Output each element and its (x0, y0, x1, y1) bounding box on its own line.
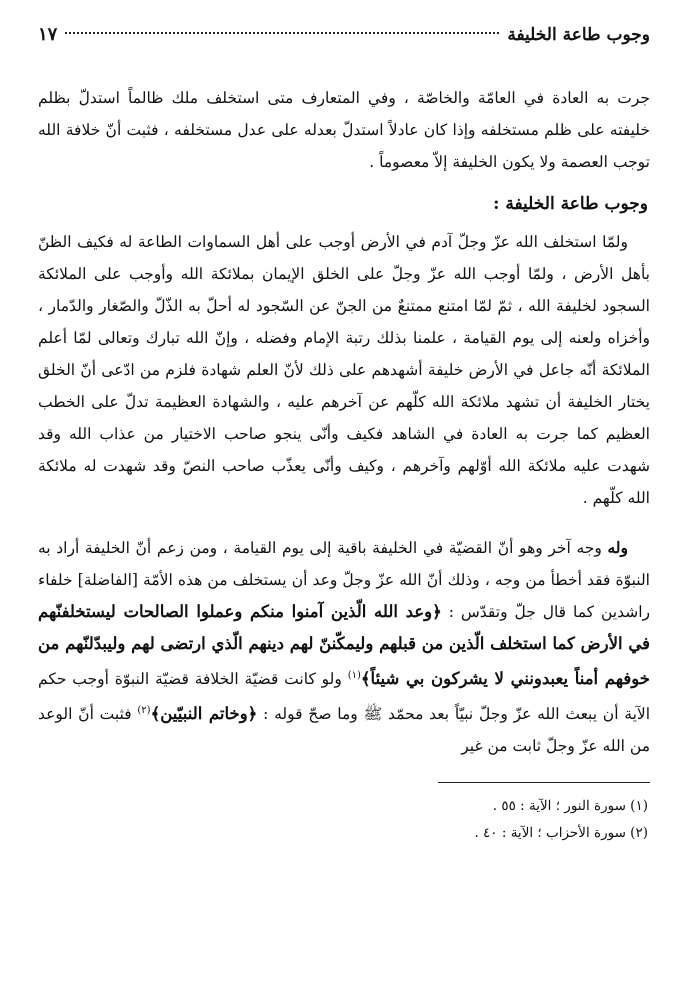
paragraph-3-text-1: وجه آخر وهو أنّ القضيّة في الخليفة باقية إلى يوم القيامة ، ومن زعم أنّ الخليفة أراد به النبوّة فقد أخطأ من وجه ، وذلك أنّ الله عزّ وجلّ وعد أن يستخلف من هذه الأمّة [الفاضلة] خلفاء راشدين كما قال جلّ وتقدّس : (38, 539, 650, 621)
quran-verse-1: ﴿وعد الله الّذين آمنوا منكم وعملوا الصالحات ليستخلفنّهم في الأرض كما استخلف الّذين من قبلهم وليمكّننّ لهم دينهم الّذي ارتضى لهم وليبدّلنّهم من خوفهم أمناً يعبدونني لا يشركون بي شيئاً﴾ (38, 602, 650, 689)
section-heading: وجوب طاعة الخليفة : (493, 194, 648, 214)
paragraph-3-lead: وله (607, 538, 628, 557)
paragraph-1: جرت به العادة في العامّة والخاصّة ، وفي المتعارف متى استخلف ملك ظالماً استدلّ بظلم خليفته على ظلم مستخلفه وإذا كان عادلاً استدلّ بعدله على عدل مستخلفه ، فثبت أنّ خلافة الله توجب العصمة ولا يكون الخليفة إلاّ معصوماً . (38, 89, 650, 171)
footnote-1: (١) سورة النور ؛ الآية : ٥٥ . (492, 798, 648, 815)
running-header (38, 18, 650, 52)
footnote-2: (٢) سورة الأحزاب ؛ الآية : ٤٠ . (474, 825, 648, 842)
paragraph-3-text-2: ولو كانت قضيّة الخلافة قضيّة النبوّة أوجب حكم الآية أن يبعث الله عزّ وجلّ نبيّاً بعد محمّد ﷺ وما صحّ قوله : (38, 670, 651, 724)
footnote-divider (438, 782, 650, 783)
running-header-title: وجوب طاعة الخليفة (507, 25, 650, 45)
dotted-leader (65, 32, 499, 34)
page-number: ١٧ (38, 24, 58, 45)
footnote-ref-1[interactable]: (١) (347, 670, 361, 681)
footnote-ref-2[interactable]: (٢) (137, 705, 151, 717)
book-page (38, 18, 650, 847)
paragraph-3-text-3: فثبت أنّ الوعد من الله عزّ وجلّ ثابت من غير (38, 705, 650, 756)
paragraph-3 (38, 532, 650, 762)
quran-verse-2: ﴿وخاتم النبيّين﴾ (150, 704, 258, 724)
paragraph-2: ولمّا استخلف الله عزّ وجلّ آدم في الأرض أوجب على أهل السماوات الطاعة له فكيف الظنّ بأهل الأرض ، ولمّا أوجب الله عزّ وجلّ على الخلق الإيمان بملائكة الله وأوجب على الملائكة السجود لخليفة الله ، ثمّ لمّا امتنع ممتنعٌ من الجنّ عن السّجود له أحلّ به الذّلّ والصّغار والدّمار ، وأخزاه ولعنه إلى يوم القيامة ، علمنا بذلك رتبة الإمام وفضله ، وإنّ الله تبارك وتعالى لمّا أعلم الملائكة أنّه جاعل في الأرض خليفة أشهدهم على ذلك لأنّ العلم شهادة فلزم من ادّعى أنّ الخلق يختار الخليفة أن تشهد ملائكة الله كلّهم عن آخرهم عليه ، والشهادة العظيمة تدلّ على الخطب العظيم كما جرت به العادة في الشاهد فكيف وأنّى ينجو صاحب الاختيار من عذاب الله وقد شهدت عليه ملائكة الله أوّلهم وآخرهم ، وكيف وأنّى يعذّب صاحب النصّ وقد شهدت له ملائكة الله كلّهم . (38, 233, 650, 507)
